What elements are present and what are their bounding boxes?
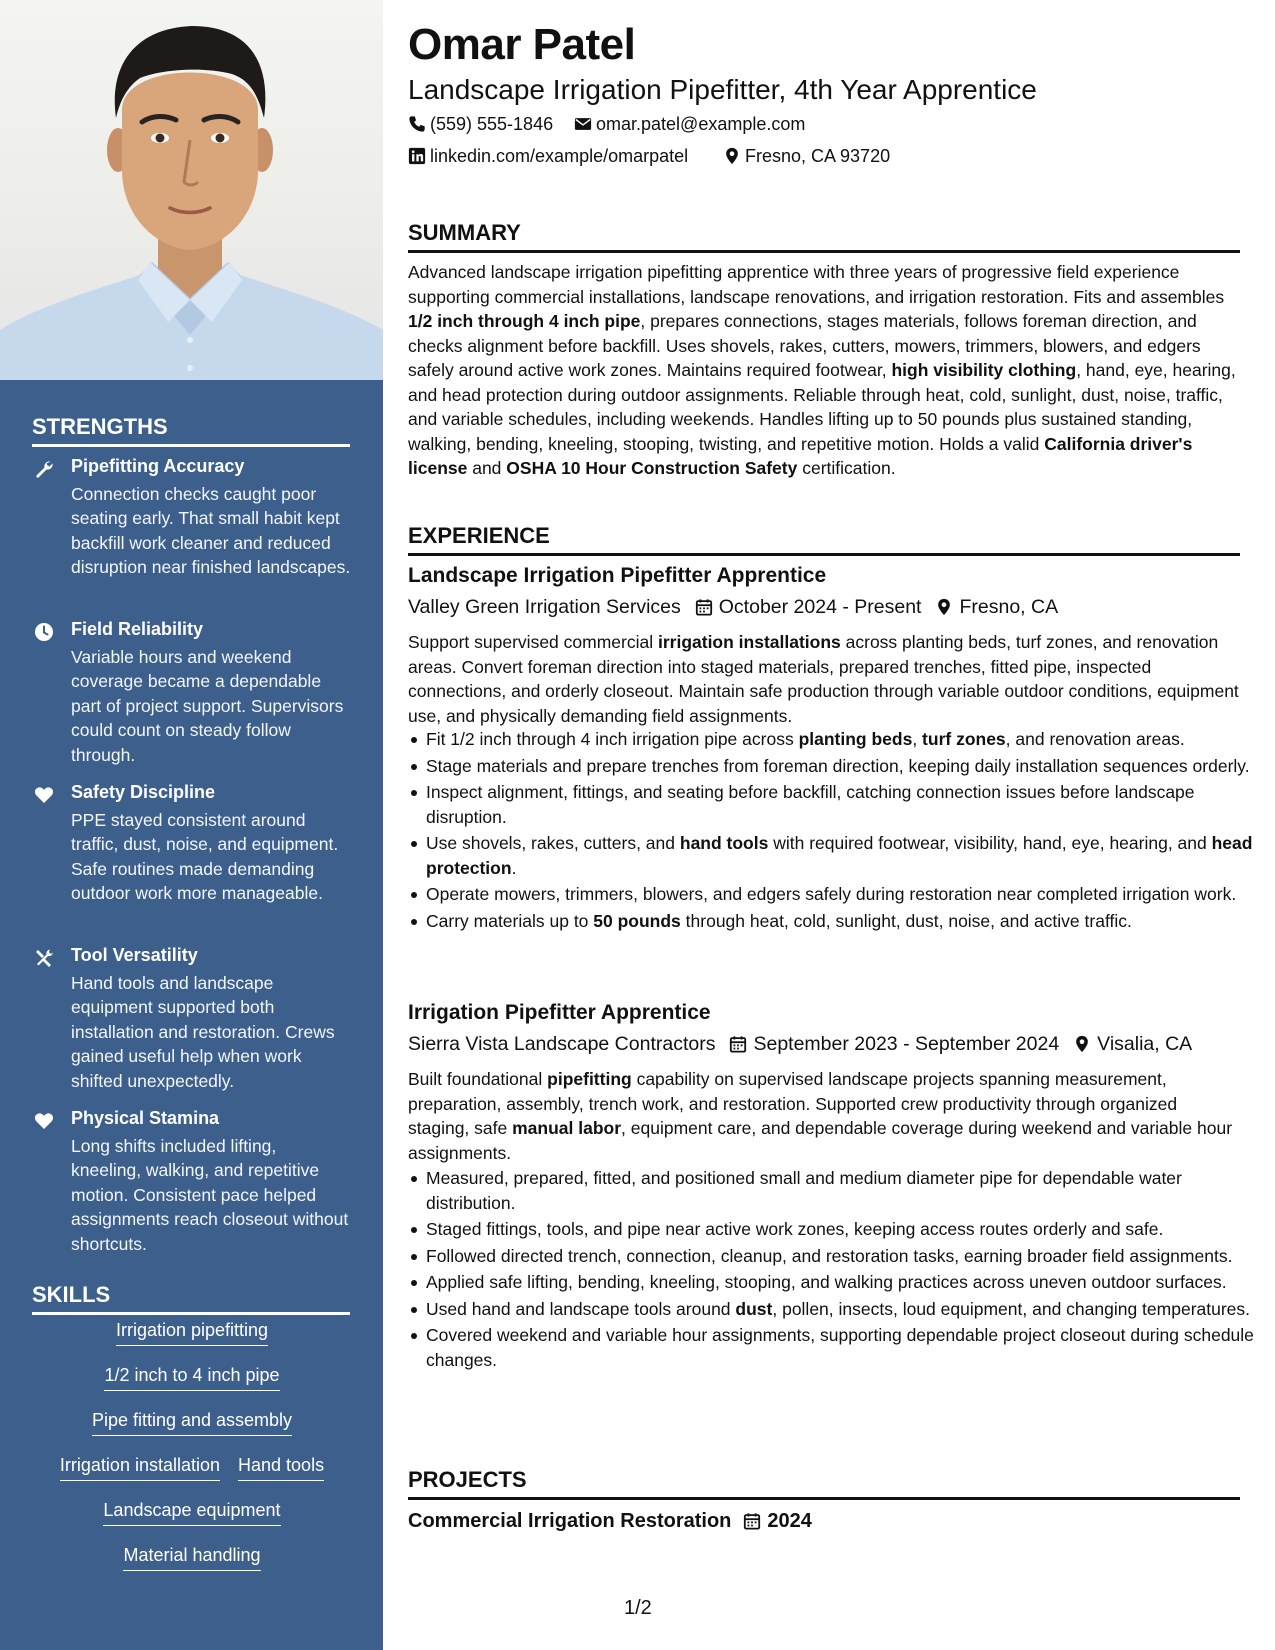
text-run: Inspect alignment, fittings, and seating before backfill, catching connection issues before landscape disruption. bbox=[426, 782, 1195, 827]
bold-text: head protection bbox=[426, 833, 1253, 878]
job-location: Fresno, CA bbox=[959, 596, 1059, 618]
calendar-icon bbox=[743, 1512, 761, 1530]
clock-icon bbox=[34, 622, 54, 642]
strength-description: Variable hours and weekend coverage became a dependable part of project support. Supervisors could count on steady follow through. bbox=[71, 647, 344, 765]
text-run: Advanced landscape irrigation pipefitting apprentice with three years of progressive field experience supporting commercial installations, landscape renovations, and irrigation restoration. Fits and assembles bbox=[408, 262, 1225, 307]
contact-email[interactable] bbox=[574, 114, 805, 135]
skills-heading: SKILLS bbox=[32, 1282, 350, 1315]
strength-description: Connection checks caught poor seating early. That small habit kept backfill work cleaner and reduced disruption near finished landscapes. bbox=[71, 484, 351, 578]
strengths-heading: STRENGTHS bbox=[32, 414, 350, 447]
text-run: Measured, prepared, fitted, and positioned small and medium diameter pipe for dependable water distribution. bbox=[426, 1168, 1182, 1213]
bold-text: pipefitting bbox=[547, 1069, 632, 1089]
strength-title: Pipefitting Accuracy bbox=[71, 456, 245, 476]
strength-title: Safety Discipline bbox=[71, 782, 216, 802]
skill-tag: Irrigation pipefitting bbox=[116, 1320, 268, 1346]
bullet-item bbox=[426, 780, 1258, 829]
sidebar bbox=[0, 0, 383, 1650]
bold-text: turf zones bbox=[922, 729, 1006, 749]
text-run: Stage materials and prepare trenches from foreman direction, keeping daily installation sequences orderly. bbox=[426, 755, 1250, 776]
skill-tag: 1/2 inch to 4 inch pipe bbox=[104, 1365, 279, 1391]
project-item bbox=[408, 1510, 812, 1533]
text-run: Staged fittings, tools, and pipe near active work zones, keeping access routes orderly and safe. bbox=[426, 1219, 1164, 1239]
text-run: Covered weekend and variable hour assignments, supporting dependable project closeout during schedule changes. bbox=[426, 1325, 1254, 1370]
candidate-name: Omar Patel bbox=[408, 20, 636, 69]
location-pin-icon bbox=[935, 598, 953, 616]
skill-tag: Pipe fitting and assembly bbox=[92, 1410, 292, 1436]
job-company: Sierra Vista Landscape Contractors bbox=[408, 1033, 716, 1055]
text-run: Followed directed trench, connection, cleanup, and restoration tasks, earning broader field assignments. bbox=[426, 1245, 1233, 1266]
bullet-item bbox=[426, 1166, 1258, 1215]
text-run: through heat, cold, sunlight, dust, noise, and active traffic. bbox=[680, 910, 1132, 931]
bold-text: planting beds bbox=[798, 729, 913, 749]
heart-icon bbox=[34, 1111, 54, 1131]
heart-icon bbox=[34, 785, 54, 805]
text-run: , and renovation areas. bbox=[1005, 729, 1185, 749]
phone-icon bbox=[408, 115, 426, 133]
job-location: Visalia, CA bbox=[1097, 1033, 1193, 1055]
text-run: Built foundational bbox=[408, 1069, 548, 1089]
strength-description: Hand tools and landscape equipment supported both installation and restoration. Crews gained useful help when work shifted unexpectedly. bbox=[71, 973, 335, 1091]
projects-heading: PROJECTS bbox=[408, 1467, 1240, 1500]
profile-photo bbox=[0, 0, 383, 380]
bold-text: manual labor bbox=[512, 1118, 622, 1138]
bold-text: 1/2 inch through 4 inch pipe bbox=[408, 311, 641, 331]
strength-title: Field Reliability bbox=[71, 619, 204, 639]
calendar-icon bbox=[695, 598, 713, 616]
text-run: Use shovels, rakes, cutters, and bbox=[426, 833, 680, 853]
text-run: , pollen, insects, loud equipment, and changing temperatures. bbox=[772, 1298, 1251, 1319]
project-title: Commercial Irrigation Restoration bbox=[408, 1510, 732, 1532]
bullet-item bbox=[426, 831, 1258, 880]
text-run: Operate mowers, trimmers, blowers, and edgers safely during restoration near completed irrigation work. bbox=[426, 884, 1237, 904]
wrench-icon bbox=[34, 459, 54, 479]
text-run: with required footwear, visibility, hand, eye, hearing, and bbox=[768, 833, 1212, 853]
bold-text: California driver's license bbox=[408, 433, 1193, 478]
job-bullets bbox=[408, 1166, 1258, 1374]
skill-tag: Material handling bbox=[123, 1545, 260, 1571]
job-bullets bbox=[408, 727, 1258, 935]
calendar-icon bbox=[729, 1035, 747, 1053]
skills-list bbox=[32, 1320, 352, 1590]
tools-icon bbox=[34, 948, 54, 968]
location-pin-icon bbox=[1073, 1035, 1091, 1053]
text-run: Carry materials up to bbox=[426, 910, 594, 931]
job-summary bbox=[408, 630, 1240, 728]
location-pin-icon bbox=[723, 147, 741, 165]
bullet-item bbox=[426, 1270, 1258, 1295]
bold-text: dust bbox=[735, 1298, 773, 1319]
text-run: across planting beds, turf zones, and renovation areas. Convert foreman direction into staged materials, prepared trenches, fitted pipe, inspected connections, and orderly closeout. Maintain safe production through variable outdoor conditions, equipment use, and physically demanding field assignments. bbox=[408, 632, 1239, 726]
bullet-item bbox=[426, 1323, 1258, 1372]
strength-title: Physical Stamina bbox=[71, 1108, 220, 1128]
phone-text: (559) 555-1846 bbox=[430, 114, 554, 134]
skill-tag: Landscape equipment bbox=[103, 1500, 280, 1526]
bullet-item bbox=[426, 1297, 1258, 1322]
job-dates: October 2024 - Present bbox=[718, 596, 922, 618]
bullet-item bbox=[426, 909, 1258, 934]
text-run: capability on supervised landscape projects spanning measurement, preparation, assembly, trench work, and restoration. Supported crew productivity through organized staging, safe bbox=[408, 1069, 1178, 1138]
job-summary bbox=[408, 1067, 1240, 1165]
bullet-item bbox=[426, 727, 1258, 752]
email-icon bbox=[574, 115, 592, 133]
location-text: Fresno, CA 93720 bbox=[745, 146, 891, 166]
linkedin-icon bbox=[408, 147, 426, 165]
job-company: Valley Green Irrigation Services bbox=[408, 596, 681, 618]
experience-heading: EXPERIENCE bbox=[408, 523, 1240, 556]
email-text: omar.patel@example.com bbox=[596, 114, 806, 134]
text-run: , prepares connections, stages materials, follows foreman direction, and checks alignment before backfill. Uses shovels, rakes, cutters, mowers, trimmers, blowers, and edgers safely around active work zones. Maintains required footwear, bbox=[408, 311, 1201, 380]
skill-tag: Hand tools bbox=[238, 1455, 324, 1481]
job-title: Irrigation Pipefitter Apprentice bbox=[408, 1001, 711, 1024]
job-meta bbox=[408, 596, 1058, 619]
bold-text: hand tools bbox=[679, 833, 769, 853]
bullet-item bbox=[426, 1244, 1258, 1269]
text-run: and bbox=[467, 458, 507, 478]
text-run: Used hand and landscape tools around bbox=[426, 1298, 736, 1319]
text-run: certification. bbox=[797, 458, 896, 478]
text-run: Fit 1/2 inch through 4 inch irrigation pipe across bbox=[426, 729, 799, 749]
contact-phone bbox=[408, 114, 553, 135]
summary-text bbox=[408, 260, 1240, 481]
job-dates: September 2023 - September 2024 bbox=[753, 1033, 1060, 1055]
contact-location bbox=[723, 146, 890, 167]
text-run: Applied safe lifting, bending, kneeling, stooping, and walking practices across uneven outdoor surfaces. bbox=[426, 1272, 1227, 1292]
text-run: Support supervised commercial bbox=[408, 632, 658, 652]
linkedin-text: linkedin.com/example/omarpatel bbox=[430, 146, 689, 166]
job-meta bbox=[408, 1033, 1192, 1056]
candidate-title: Landscape Irrigation Pipefitter, 4th Year Apprentice bbox=[408, 74, 1037, 105]
bold-text: 50 pounds bbox=[593, 910, 681, 931]
bullet-item bbox=[426, 882, 1258, 907]
text-run: , hand, eye, hearing, and head protection during outdoor assignments. Reliable through heat, cold, sunlight, dust, noise, traffic, and variable schedules, including weekends. Handles lifting up to 50 pounds plus sustained standing, walking, bending, kneeling, stooping, twisting, and repetitive motion. Holds a valid bbox=[408, 360, 1236, 454]
job-title: Landscape Irrigation Pipefitter Apprentice bbox=[408, 564, 827, 587]
contact-linkedin[interactable] bbox=[408, 146, 688, 167]
strength-title: Tool Versatility bbox=[71, 945, 198, 965]
page-number: 1/2 bbox=[624, 1597, 652, 1619]
bold-text: high visibility clothing bbox=[891, 360, 1077, 380]
bold-text: OSHA 10 Hour Construction Safety bbox=[506, 458, 798, 478]
strength-description: PPE stayed consistent around traffic, dust, noise, and equipment. Safe routines made demanding outdoor work more manageable. bbox=[71, 810, 339, 904]
bullet-item bbox=[426, 1217, 1258, 1242]
text-run: , bbox=[912, 729, 923, 749]
project-year: 2024 bbox=[767, 1510, 812, 1532]
strength-description: Long shifts included lifting, kneeling, walking, and repetitive motion. Consistent pace helped assignments reach closeout without shortcuts. bbox=[71, 1136, 349, 1254]
bold-text: irrigation installations bbox=[657, 632, 841, 652]
text-run: , equipment care, and dependable coverage during weekend and variable hour assignments. bbox=[408, 1118, 1233, 1163]
bullet-item bbox=[426, 754, 1258, 779]
text-run: . bbox=[511, 857, 517, 878]
skill-tag: Irrigation installation bbox=[60, 1455, 220, 1481]
summary-heading: SUMMARY bbox=[408, 220, 1240, 253]
